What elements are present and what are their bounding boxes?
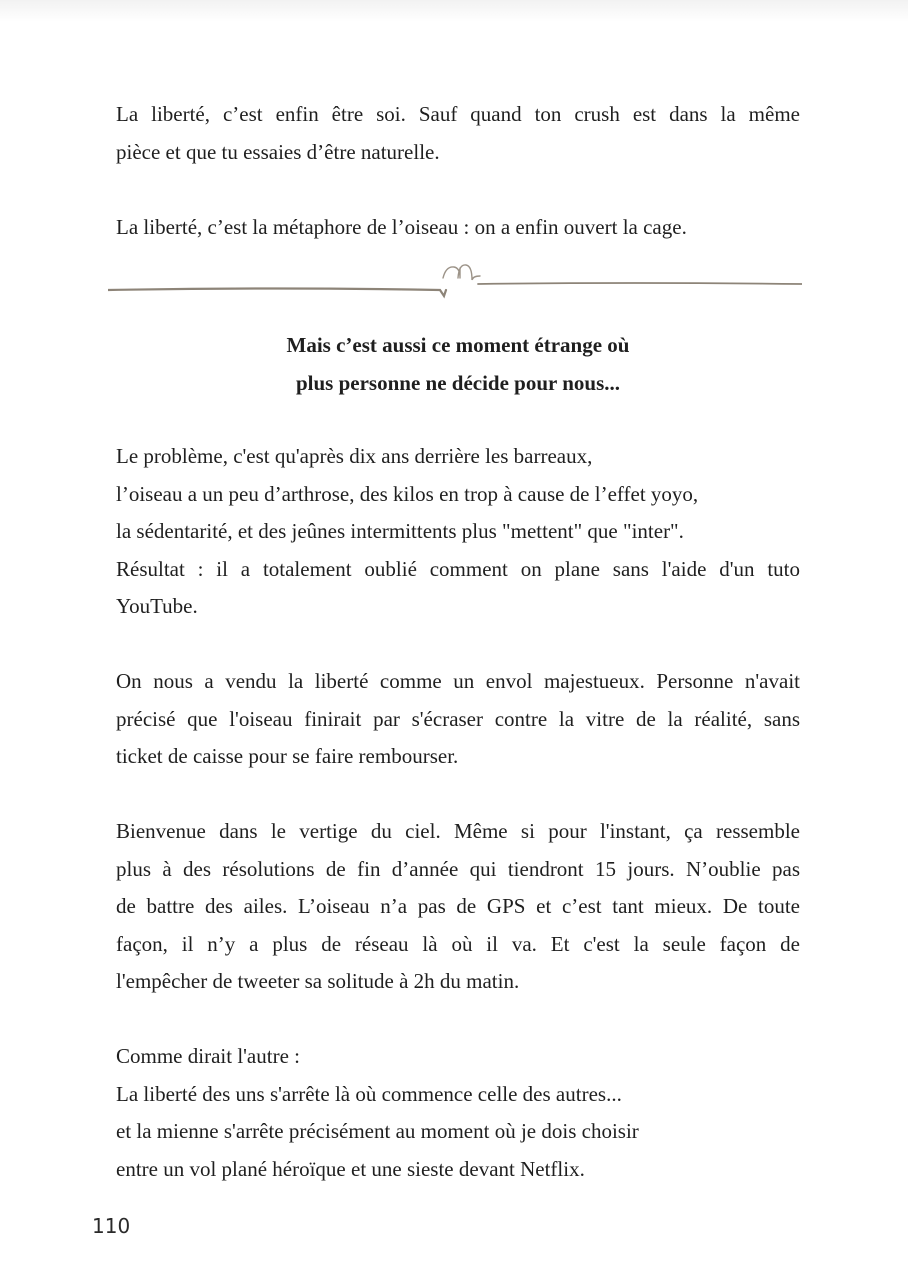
paragraph-intro-2 xyxy=(116,209,800,247)
text-line: Le problème, c'est qu'après dix ans derrière les barreaux, xyxy=(116,444,593,468)
text-line: ticket de caisse pour se faire rembourser. xyxy=(116,744,459,768)
text-line: YouTube. xyxy=(116,594,198,618)
section-heading xyxy=(116,326,800,402)
intro-section xyxy=(116,96,800,284)
text-line: l’oiseau a un peu d’arthrose, des kilos en trop à cause de l’effet yoyo, xyxy=(116,481,699,506)
text-line: On nous a vendu la liberté comme un envol majestueux. Personne n'avait xyxy=(116,669,800,693)
paragraph-envol xyxy=(116,663,800,776)
text-line: La liberté des uns s'arrête là où commence celle des autres... xyxy=(116,1081,622,1106)
page-number: 110 xyxy=(92,1214,131,1238)
text-line: Comme dirait l'autre : xyxy=(116,1044,300,1068)
paragraph-vertige xyxy=(116,813,800,1001)
text-line: et la mienne s'arrête précisément au moment où je dois choisir xyxy=(116,1119,639,1143)
body-section xyxy=(116,438,800,1226)
heading-line: Mais c’est aussi ce moment étrange où xyxy=(286,333,630,357)
text-line: façon, il n’y a plus de réseau là où il va. Et c'est la seule façon de xyxy=(116,931,800,956)
text-line: Bienvenue dans le vertige du ciel. Même si pour l'instant, ça ressemble xyxy=(116,819,800,843)
flourish-divider-icon xyxy=(108,258,802,308)
text-line: la sédentarité, et des jeûnes intermittents plus "mettent" que "inter". xyxy=(116,519,684,543)
text-line: entre un vol plané héroïque et une sieste devant Netflix. xyxy=(116,1156,585,1181)
text-line: l'empêcher de tweeter sa solitude à 2h du matin. xyxy=(116,969,520,993)
paragraph-citation xyxy=(116,1038,800,1188)
text-line: précisé que l'oiseau finirait par s'écraser contre la vitre de la réalité, sans xyxy=(116,706,800,731)
text-line: Résultat : il a totalement oublié comment on plane sans l'aide d'un tuto xyxy=(116,556,800,581)
text-line: La liberté, c’est la métaphore de l’oiseau : on a enfin ouvert la cage. xyxy=(116,214,687,239)
paragraph-problem xyxy=(116,438,800,626)
text-line: pièce et que tu essaies d’être naturelle. xyxy=(116,139,440,164)
paragraph-intro-1 xyxy=(116,96,800,171)
heading-line: plus personne ne décide pour nous... xyxy=(295,371,621,395)
text-line: de battre des ailes. L’oiseau n’a pas de GPS et c’est tant mieux. De toute xyxy=(116,894,800,918)
text-line: plus à des résolutions de fin d’année qui tiendront 15 jours. N’oublie pas xyxy=(116,856,800,881)
page-top-shadow xyxy=(0,0,908,22)
text-line: La liberté, c’est enfin être soi. Sauf quand ton crush est dans la même xyxy=(116,102,800,126)
